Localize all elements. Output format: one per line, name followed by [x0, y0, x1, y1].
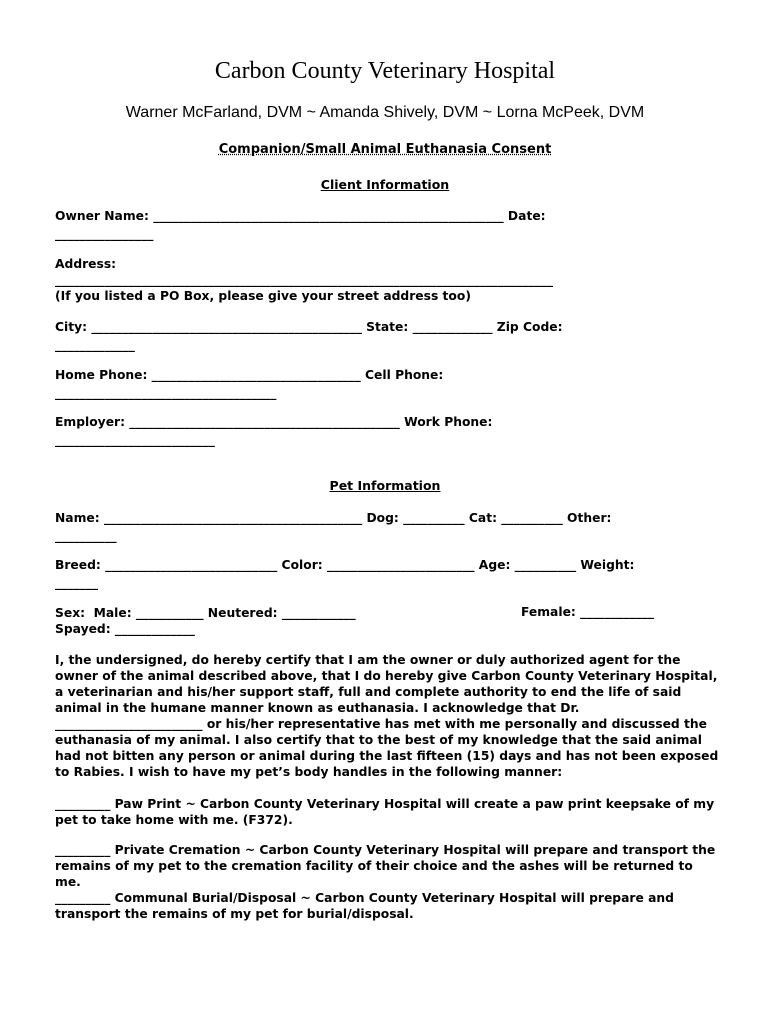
breed-color-age-weight-field[interactable]: Breed: ____________________________ Color: ________________________ Age: __________ Weight:	[55, 558, 635, 572]
female-field[interactable]: Female: ____________	[521, 605, 654, 619]
consent-statement: I, the undersigned, do hereby certify that I am the owner or duly authorized agent for the owner of the animal described above, that I do hereby give Carbon County Veterinary Hospital, a veterinarian and his/her support staff, full and complete authority to end the life of said animal in the humane manner known as euthanasia. I acknowledge that Dr. ________________________ or his/her representative has met with me personally and discussed the euthanasia of my animal. I also certify that to the best of my knowledge that the said animal had not bitten any person or animal during the last fifteen (15) days and has not been exposed to Rabies. I wish to have my pet’s body handles in the following manner:	[55, 653, 719, 779]
address-field[interactable]: _________________________________________________________________________________	[55, 273, 554, 287]
weight-field-continued[interactable]: _______	[55, 576, 99, 590]
other-species-field-continued[interactable]: __________	[55, 529, 117, 543]
client-info-heading: Client Information	[320, 177, 450, 192]
owner-name-date-field[interactable]: Owner Name: _________________________________________________________ Date:	[55, 209, 546, 223]
sex-male-neutered-field[interactable]: Sex: Male: ___________ Neutered: ____________	[55, 606, 356, 620]
po-box-note: (If you listed a PO Box, please give your street address too)	[55, 289, 471, 303]
cell-phone-field-continued[interactable]: ____________________________________	[55, 386, 277, 400]
zip-field-continued[interactable]: _____________	[55, 338, 135, 352]
work-phone-field-continued[interactable]: __________________________	[55, 433, 215, 447]
form-title: Companion/Small Animal Euthanasia Consent	[218, 142, 552, 157]
city-state-zip-field[interactable]: City: ____________________________________________ State: _____________ Zip Code:	[55, 320, 563, 334]
pet-info-heading: Pet Information	[329, 478, 441, 493]
doctor-list: Warner McFarland, DVM ~ Amanda Shively, DVM ~ Lorna McPeek, DVM	[125, 104, 645, 121]
hospital-name: Carbon County Veterinary Hospital	[214, 58, 556, 84]
date-field-continued[interactable]: ________________	[55, 227, 154, 241]
option-paw-print[interactable]: _________ Paw Print ~ Carbon County Veterinary Hospital will create a paw print keepsake of my pet to take home with me. (F372).	[55, 797, 715, 827]
pet-name-species-field[interactable]: Name: __________________________________________ Dog: __________ Cat: __________ Other:	[55, 511, 612, 525]
option-communal-burial[interactable]: _________ Communal Burial/Disposal ~ Carbon County Veterinary Hospital will prepare and transport the remains of my pet for burial/disposal.	[55, 891, 674, 921]
spayed-field[interactable]: Spayed: _____________	[55, 622, 195, 636]
phone-fields[interactable]: Home Phone: __________________________________ Cell Phone:	[55, 368, 444, 382]
option-private-cremation[interactable]: _________ Private Cremation ~ Carbon County Veterinary Hospital will prepare and transport the remains of my pet to the cremation facility of their choice and the ashes will be returned to me.	[55, 843, 716, 889]
employer-work-phone-field[interactable]: Employer: ____________________________________________ Work Phone:	[55, 415, 493, 429]
address-label: Address:	[55, 257, 117, 271]
